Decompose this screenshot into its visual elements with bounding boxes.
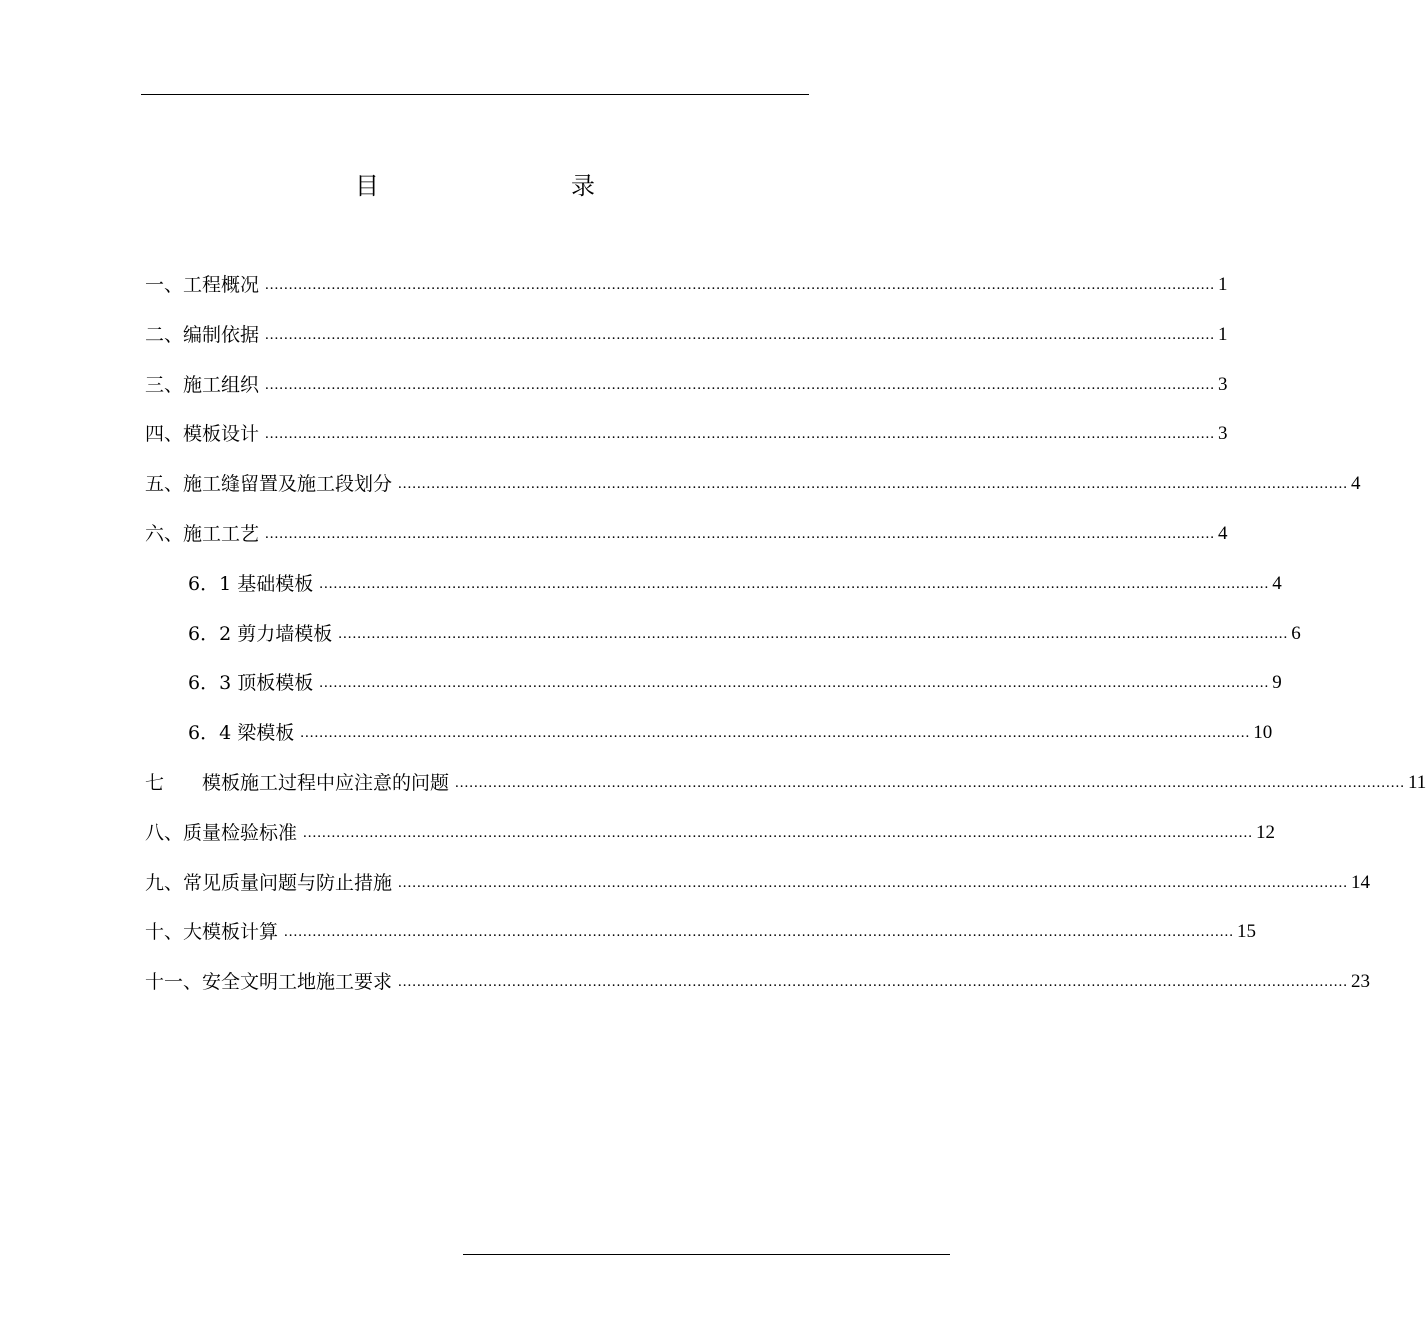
- toc-entry-page: 4: [1218, 523, 1228, 544]
- toc-leader-dots: ........................................................................................................................................................................................................: [284, 924, 1235, 941]
- toc-entry[interactable]: [145, 868, 1371, 898]
- toc-entry[interactable]: [188, 619, 1301, 649]
- toc-entry-label: 五、施工缝留置及施工段划分: [145, 473, 393, 496]
- toc-entry-page: 10: [1253, 722, 1273, 744]
- toc-entry-page: 4: [1351, 473, 1361, 495]
- toc-entry-label: 6．4 梁模板: [188, 722, 295, 745]
- toc-entry-page: 11: [1408, 772, 1426, 793]
- toc-leader-dots: ........................................................................................................................................................................................................: [265, 426, 1216, 443]
- toc-entry-page: 1: [1218, 274, 1228, 295]
- toc-entry-label: 三、施工组织: [145, 373, 260, 396]
- toc-leader-dots: ........................................................................................................................................................................................................: [265, 526, 1216, 542]
- toc-entry-label: 6．1 基础模板: [188, 572, 314, 595]
- toc-entry-label: 十一、安全文明工地施工要求: [145, 971, 393, 994]
- toc-leader-dots: ........................................................................................................................................................................................................: [303, 824, 1254, 841]
- toc-entry-page: 3: [1218, 373, 1228, 395]
- toc-entry[interactable]: [145, 320, 1228, 350]
- toc-entry-page: 4: [1272, 572, 1282, 594]
- toc-leader-dots: ........................................................................................................................................................................................................: [265, 376, 1216, 393]
- toc-entry-label: 七 模板施工过程中应注意的问题: [145, 772, 450, 794]
- toc-leader-dots: ........................................................................................................................................................................................................: [265, 277, 1216, 293]
- toc-entry-page: 1: [1218, 323, 1228, 345]
- page-title: 目 录: [355, 172, 643, 200]
- toc-entry-label: 6．3 顶板模板: [188, 672, 314, 695]
- toc-entry-page: 14: [1351, 871, 1371, 893]
- toc-entry[interactable]: [188, 668, 1282, 698]
- toc-leader-dots: ........................................................................................................................................................................................................: [300, 725, 1251, 742]
- toc-leader-dots: ........................................................................................................................................................................................................: [398, 476, 1349, 493]
- toc-entry[interactable]: [188, 718, 1273, 748]
- toc-entry-label: 十、大模板计算: [145, 921, 279, 944]
- toc-entry[interactable]: [145, 419, 1228, 449]
- toc-entry-label: 二、编制依据: [145, 323, 260, 346]
- toc-entry[interactable]: [145, 917, 1257, 947]
- toc-leader-dots: ........................................................................................................................................................................................................: [319, 675, 1270, 692]
- toc-entry-page: 3: [1218, 423, 1228, 445]
- toc-entry-page: 15: [1237, 921, 1257, 943]
- toc-entry[interactable]: [188, 569, 1282, 599]
- toc-leader-dots: ........................................................................................................................................................................................................: [455, 775, 1406, 791]
- header-rule: [141, 94, 809, 95]
- toc-leader-dots: ........................................................................................................................................................................................................: [265, 326, 1216, 343]
- toc-entry[interactable]: [145, 270, 1228, 300]
- toc-entry-label: 6．2 剪力墙模板: [188, 622, 333, 645]
- footer-rule: [463, 1254, 950, 1255]
- toc-entry[interactable]: [145, 370, 1228, 400]
- toc-leader-dots: ........................................................................................................................................................................................................: [398, 874, 1349, 891]
- toc-entry[interactable]: [145, 469, 1361, 499]
- toc-entry-page: 23: [1351, 971, 1371, 993]
- toc-entry[interactable]: [145, 967, 1371, 997]
- toc-entry-label: 六、施工工艺: [145, 523, 260, 545]
- toc-entry[interactable]: [145, 818, 1276, 848]
- toc-entry-label: 一、工程概况: [145, 274, 260, 296]
- toc-leader-dots: ........................................................................................................................................................................................................: [398, 974, 1349, 991]
- toc-entry-label: 八、质量检验标准: [145, 821, 298, 844]
- toc-entry[interactable]: [145, 519, 1228, 549]
- toc-entry-page: 6: [1291, 622, 1301, 644]
- toc-entry-page: 12: [1256, 821, 1276, 843]
- toc-leader-dots: ........................................................................................................................................................................................................: [338, 625, 1289, 642]
- toc-entry-label: 九、常见质量问题与防止措施: [145, 871, 393, 894]
- toc-entry[interactable]: [145, 768, 1426, 798]
- toc-leader-dots: ........................................................................................................................................................................................................: [319, 575, 1270, 592]
- toc-entry-label: 四、模板设计: [145, 423, 260, 446]
- toc-entry-page: 9: [1272, 672, 1282, 694]
